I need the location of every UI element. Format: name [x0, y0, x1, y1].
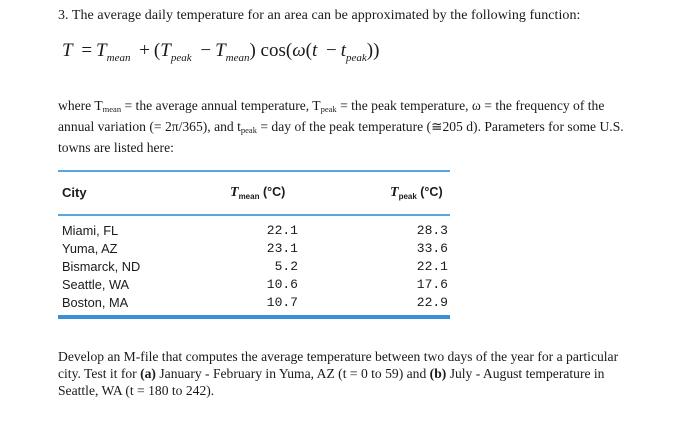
formula-t-peak: T	[160, 40, 171, 61]
header-tpeak	[390, 185, 443, 201]
cell-tpeak: 22.9	[416, 295, 448, 310]
table-body	[58, 223, 450, 313]
table-top-rule	[58, 170, 450, 172]
task-instructions	[58, 348, 628, 399]
cell-city: Seattle, WA	[62, 277, 130, 292]
desc-part-1: where T	[58, 98, 103, 113]
formula-plus: +	[139, 40, 150, 61]
formula-omega: ω	[292, 40, 306, 61]
formula-t-mean-2: T	[215, 40, 226, 61]
table-row	[58, 295, 450, 313]
task-label-b: (b)	[429, 366, 447, 381]
cell-tpeak: 28.3	[416, 223, 448, 238]
task-label-a: (a)	[140, 366, 156, 381]
formula-minus-2: −	[325, 40, 337, 61]
formula-t-mean: T	[96, 40, 107, 61]
formula-t-var: t	[311, 40, 318, 61]
cell-tmean: 10.6	[266, 277, 298, 292]
variable-description	[58, 97, 633, 156]
desc-part-4: = day of the peak temperature (≅205 d). Parameters for some U.S. towns are listed here:	[58, 119, 624, 155]
table-bottom-rule	[58, 315, 450, 319]
formula-t-mean-2-sub: mean	[225, 52, 250, 64]
desc-sub-peak-day: peak	[240, 125, 257, 135]
cell-city: Yuma, AZ	[62, 241, 118, 256]
cell-city: Bismarck, ND	[62, 259, 141, 274]
problem-title: 3. The average daily temperature for an area can be approximated by the following function:	[58, 8, 581, 23]
header-tpeak-symbol: T	[390, 185, 399, 200]
desc-part-3: = the peak temperature, ω = the frequency of the annual variation (= 2π/365), and t	[58, 98, 605, 134]
cell-tmean: 22.1	[266, 223, 298, 238]
formula-minus: −	[200, 40, 212, 61]
header-tpeak-sub: peak	[398, 192, 417, 201]
cell-tmean: 5.2	[274, 259, 298, 274]
table-row	[58, 259, 450, 277]
formula-t-peak-day-sub: peak	[345, 52, 367, 64]
header-tmean-sub: mean	[238, 192, 260, 201]
header-tmean-symbol: T	[230, 185, 239, 200]
formula-t-peak-sub: peak	[170, 52, 192, 64]
task-part-3: July - August temperature in Seattle, WA (t = 180 to 242).	[58, 366, 605, 398]
cell-tpeak: 33.6	[416, 241, 448, 256]
formula-close: ))	[366, 40, 380, 61]
desc-part-2: = the average annual temperature, T	[121, 98, 321, 113]
temperature-formula	[62, 40, 379, 64]
table-row	[58, 277, 450, 295]
formula-lhs: T	[62, 40, 73, 61]
header-tpeak-unit: (°C)	[416, 185, 443, 199]
header-tmean-unit: (°C)	[259, 185, 286, 199]
formula-cos: ) cos(	[249, 40, 293, 61]
desc-sub-mean: mean	[102, 104, 122, 114]
cell-tpeak: 17.6	[416, 277, 448, 292]
desc-sub-peak: peak	[320, 104, 337, 114]
task-part-2: January - February in Yuma, AZ (t = 0 to 59) and	[155, 366, 430, 381]
header-city: City	[62, 185, 87, 200]
cell-city: Boston, MA	[62, 295, 129, 310]
formula-t-peak-day: t	[340, 40, 346, 61]
table-row	[58, 241, 450, 259]
cell-tmean: 10.7	[266, 295, 298, 310]
cell-city: Miami, FL	[62, 223, 119, 238]
table-row	[58, 223, 450, 241]
cell-tmean: 23.1	[266, 241, 298, 256]
table-header-rule	[58, 214, 450, 216]
task-part-1: Develop an M-file that computes the average temperature between two days of the year for a particular city. Test it for	[58, 349, 619, 381]
formula-open-paren: (	[153, 40, 161, 61]
cell-tpeak: 22.1	[416, 259, 448, 274]
formula-t-mean-sub: mean	[106, 52, 131, 64]
formula-equals: =	[81, 40, 93, 61]
formula-inner-open: (	[305, 40, 312, 61]
header-tmean	[230, 185, 285, 201]
